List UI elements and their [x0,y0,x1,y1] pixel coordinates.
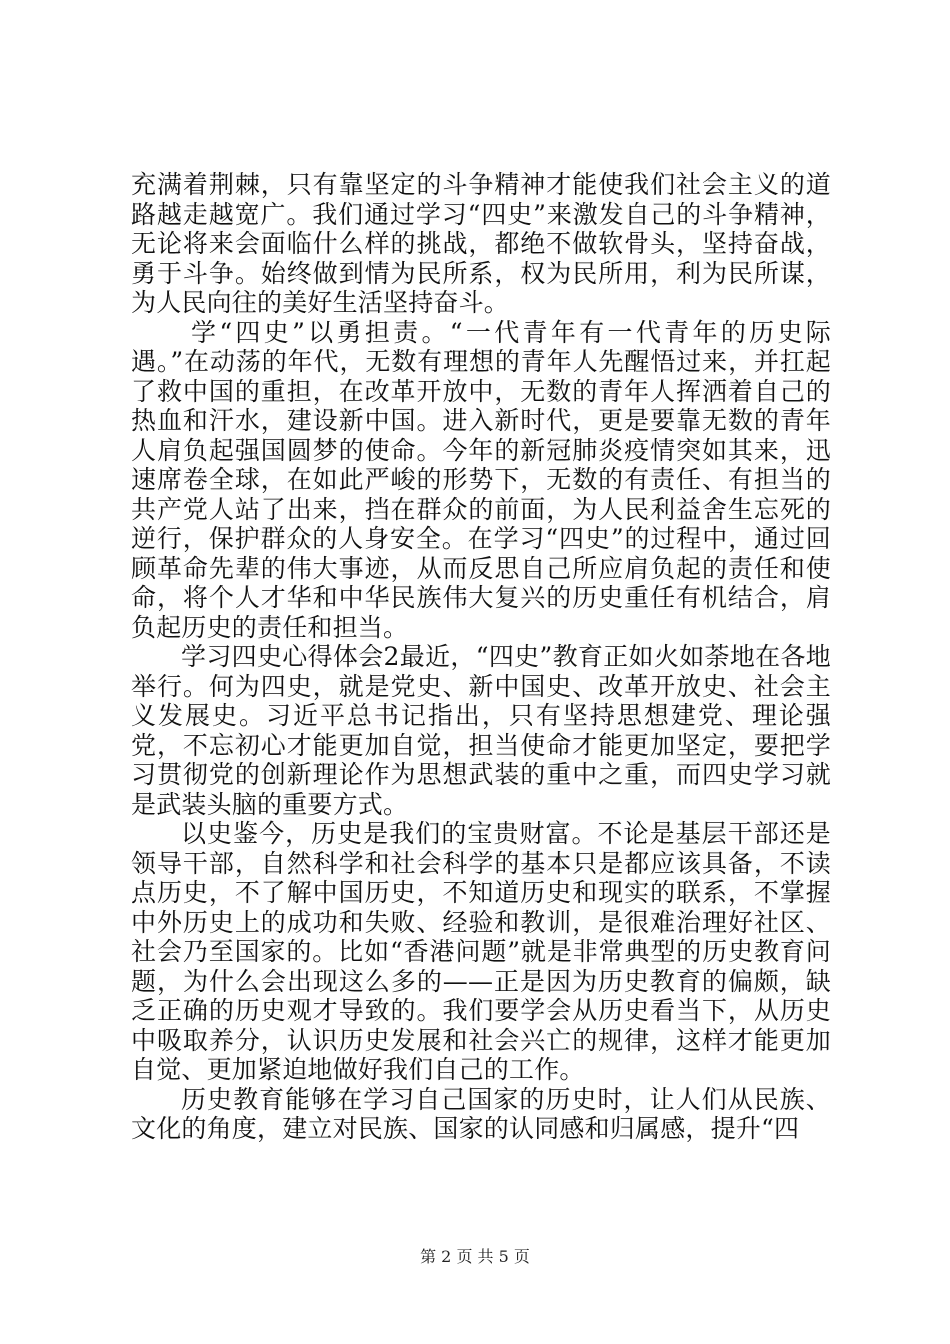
document-body [131,170,831,1144]
paragraph-3: 学习四史心得体会2最近，“四史”教育正如火如荼地在各地举行。何为四史，就是党史、新中国史、改革开放史、社会主义发展史。习近平总书记指出，只有坚持思想建党、理论强党，不忘初心才能更加自觉，担当使命才能更加坚定，要把学习贯彻党的创新理论作为思想武装的重中之重，而四史学习就是武装头脑的重要方式。 [131,642,831,819]
paragraph-2: 学“四史”以勇担责。“一代青年有一代青年的历史际遇。”在动荡的年代，无数有理想的青年人先醒悟过来，并扛起了救中国的重担，在改革开放中，无数的青年人挥洒着自己的热血和汗水，建设新中国。进入新时代，更是要靠无数的青年人肩负起强国圆梦的使命。今年的新冠肺炎疫情突如其来，迅速席卷全球，在如此严峻的形势下，无数的有责任、有担当的共产党人站了出来，挡在群众的前面，为人民利益舍生忘死的逆行，保护群众的人身安全。在学习“四史”的过程中，通过回顾革命先辈的伟大事迹，从而反思自己所应肩负起的责任和使命，将个人才华和中华民族伟大复兴的历史重任有机结合，肩负起历史的责任和担当。 [131,317,831,642]
paragraph-5: 历史教育能够在学习自己国家的历史时，让人们从民族、文化的角度，建立对民族、国家的认同感和归属感，提升“四 [131,1084,831,1143]
paragraph-1: 充满着荆棘，只有靠坚定的斗争精神才能使我们社会主义的道路越走越宽广。我们通过学习“四史”来激发自己的斗争精神，无论将来会面临什么样的挑战，都绝不做软骨头，坚持奋战，勇于斗争。始终做到情为民所系，权为民所用，利为民所谋，为人民向往的美好生活坚持奋斗。 [131,170,831,317]
paragraph-4: 以史鉴今，历史是我们的宝贵财富。不论是基层干部还是领导干部，自然科学和社会科学的基本只是都应该具备，不读点历史，不了解中国历史，不知道历史和现实的联系，不掌握中外历史上的成功和失败、经验和教训，是很难治理好社区、社会乃至国家的。比如“香港问题”就是非常典型的历史教育问题，为什么会出现这么多的——正是因为历史教育的偏颇，缺乏正确的历史观才导致的。我们要学会从历史看当下，从历史中吸取养分，认识历史发展和社会兴亡的规律，这样才能更加自觉、更加紧迫地做好我们自己的工作。 [131,819,831,1084]
page-number-footer: 第 2 页 共 5 页 [420,1247,530,1266]
